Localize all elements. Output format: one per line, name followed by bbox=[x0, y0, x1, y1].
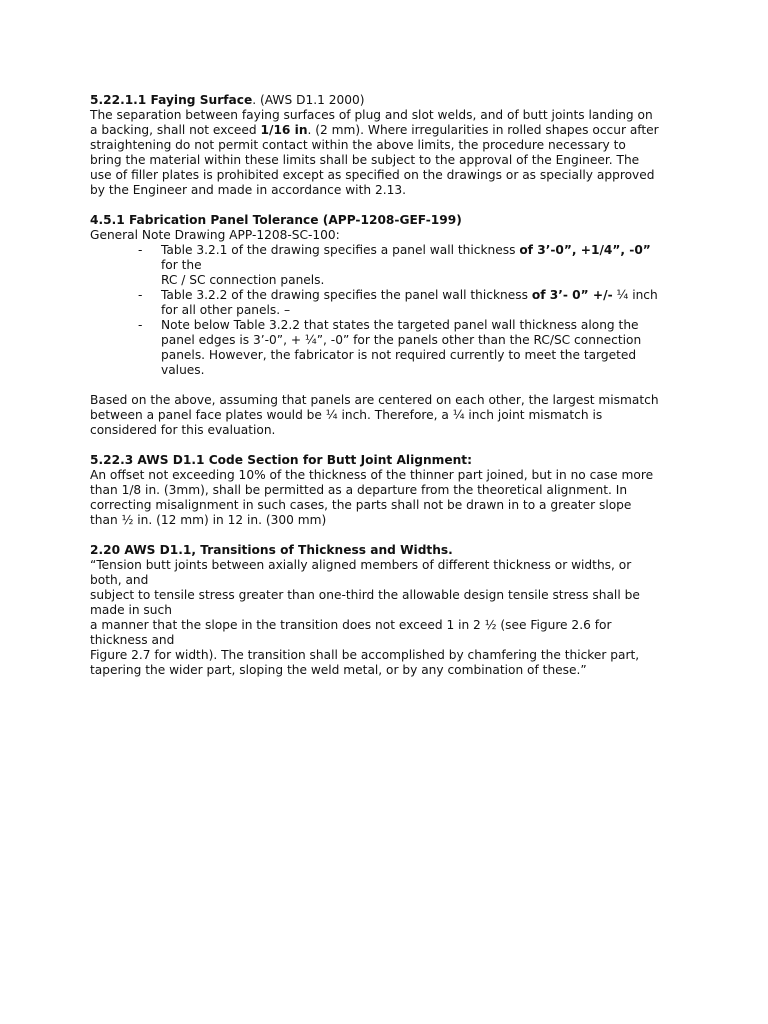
paragraph-line: Based on the above, assuming that panels are centered on each other, the largest mismatch bbox=[90, 393, 659, 407]
section-heading: 5.22.1.1 Faying Surface bbox=[90, 93, 253, 107]
list-item-line: values. bbox=[161, 363, 205, 377]
list-item-line: for all other panels. – bbox=[161, 303, 291, 317]
list-item-line: for the bbox=[161, 258, 202, 272]
paragraph-line: than ½ in. (12 mm) in 12 in. (300 mm) bbox=[90, 513, 327, 527]
paragraph-line: thickness and bbox=[90, 633, 175, 647]
section-butt-joint-alignment bbox=[90, 453, 690, 528]
paragraph-line: tapering the wider part, sloping the weld metal, or by any combination of these.” bbox=[90, 663, 587, 677]
paragraph-line: subject to tensile stress greater than one-third the allowable design tensile stress shall be bbox=[90, 588, 640, 602]
text-run: . (2 mm). Where irregularities in rolled shapes occur after bbox=[307, 123, 659, 137]
list-item-line bbox=[161, 243, 690, 258]
paragraph-line: bring the material within these limits shall be subject to the approval of the Engineer. The bbox=[90, 153, 640, 167]
paragraph-line: made in such bbox=[90, 603, 172, 617]
list-item bbox=[138, 318, 690, 378]
paragraph-line: correcting misalignment in such cases, the parts shall not be drawn in to a greater slope bbox=[90, 498, 632, 512]
list-item-line: RC / SC connection panels. bbox=[161, 273, 325, 287]
text-run: a backing, shall not exceed bbox=[90, 123, 261, 137]
list-item-line bbox=[161, 288, 690, 303]
section-heading: 2.20 AWS D1.1, Transitions of Thickness and Widths. bbox=[90, 543, 453, 557]
paragraph-line: “Tension butt joints between axially aligned members of different thickness or widths, or bbox=[90, 558, 632, 572]
section-heading: 5.22.3 AWS D1.1 Code Section for Butt Joint Alignment: bbox=[90, 453, 472, 467]
section-transitions-thickness-widths bbox=[90, 543, 690, 678]
bold-run: of 3’-0”, +1/4”, -0” bbox=[519, 243, 651, 257]
paragraph-line: Figure 2.7 for width). The transition shall be accomplished by chamfering the thicker part, bbox=[90, 648, 640, 662]
paragraph-line: a manner that the slope in the transition does not exceed 1 in 2 ½ (see Figure 2.6 for bbox=[90, 618, 612, 632]
dash-list bbox=[90, 243, 690, 378]
paragraph-line: by the Engineer and made in accordance with 2.13. bbox=[90, 183, 406, 197]
text-run: Table 3.2.2 of the drawing specifies the panel wall thickness bbox=[161, 288, 532, 302]
paragraph-line: both, and bbox=[90, 573, 149, 587]
paragraph-line: than 1/8 in. (3mm), shall be permitted as a departure from the theoretical alignment. In bbox=[90, 483, 628, 497]
section-fabrication-panel-tolerance bbox=[90, 213, 690, 378]
list-item-line: panel edges is 3’-0”, + ¼”, -0” for the panels other than the RC/SC connection bbox=[161, 333, 642, 347]
paragraph-line bbox=[90, 123, 690, 138]
text-run: Table 3.2.1 of the drawing specifies a panel wall thickness bbox=[161, 243, 520, 257]
paragraph-line: use of filler plates is prohibited except as specified on the drawings or as specially approved bbox=[90, 168, 655, 182]
list-item-line: - Note below Table 3.2.2 that states the targeted panel wall thickness along the bbox=[161, 318, 639, 332]
paragraph-line: An offset not exceeding 10% of the thickness of the thinner part joined, but in no case more bbox=[90, 468, 654, 482]
bold-run: of 3’- 0” +/- bbox=[531, 288, 613, 302]
document-page bbox=[90, 93, 690, 693]
section-mismatch-summary bbox=[90, 393, 690, 438]
text-run: ¼ inch bbox=[612, 288, 658, 302]
section-faying-surface bbox=[90, 93, 690, 198]
section-heading-line bbox=[90, 93, 690, 108]
paragraph-line: considered for this evaluation. bbox=[90, 423, 276, 437]
paragraph-line: straightening do not permit contact within the above limits, the procedure necessary to bbox=[90, 138, 626, 152]
paragraph-line: The separation between faying surfaces of plug and slot welds, and of butt joints landing on bbox=[90, 108, 653, 122]
section-intro: General Note Drawing APP-1208-SC-100: bbox=[90, 228, 340, 242]
list-item-line: panels. However, the fabricator is not required currently to meet the targeted bbox=[161, 348, 637, 362]
list-item bbox=[138, 288, 690, 318]
heading-suffix: . (AWS D1.1 2000) bbox=[252, 93, 365, 107]
bold-run: 1/16 in bbox=[260, 123, 308, 137]
list-item bbox=[138, 243, 690, 288]
paragraph-line: between a panel face plates would be ¼ inch. Therefore, a ¼ inch joint mismatch is bbox=[90, 408, 603, 422]
section-heading: 4.5.1 Fabrication Panel Tolerance (APP-1208-GEF-199) bbox=[90, 213, 462, 227]
